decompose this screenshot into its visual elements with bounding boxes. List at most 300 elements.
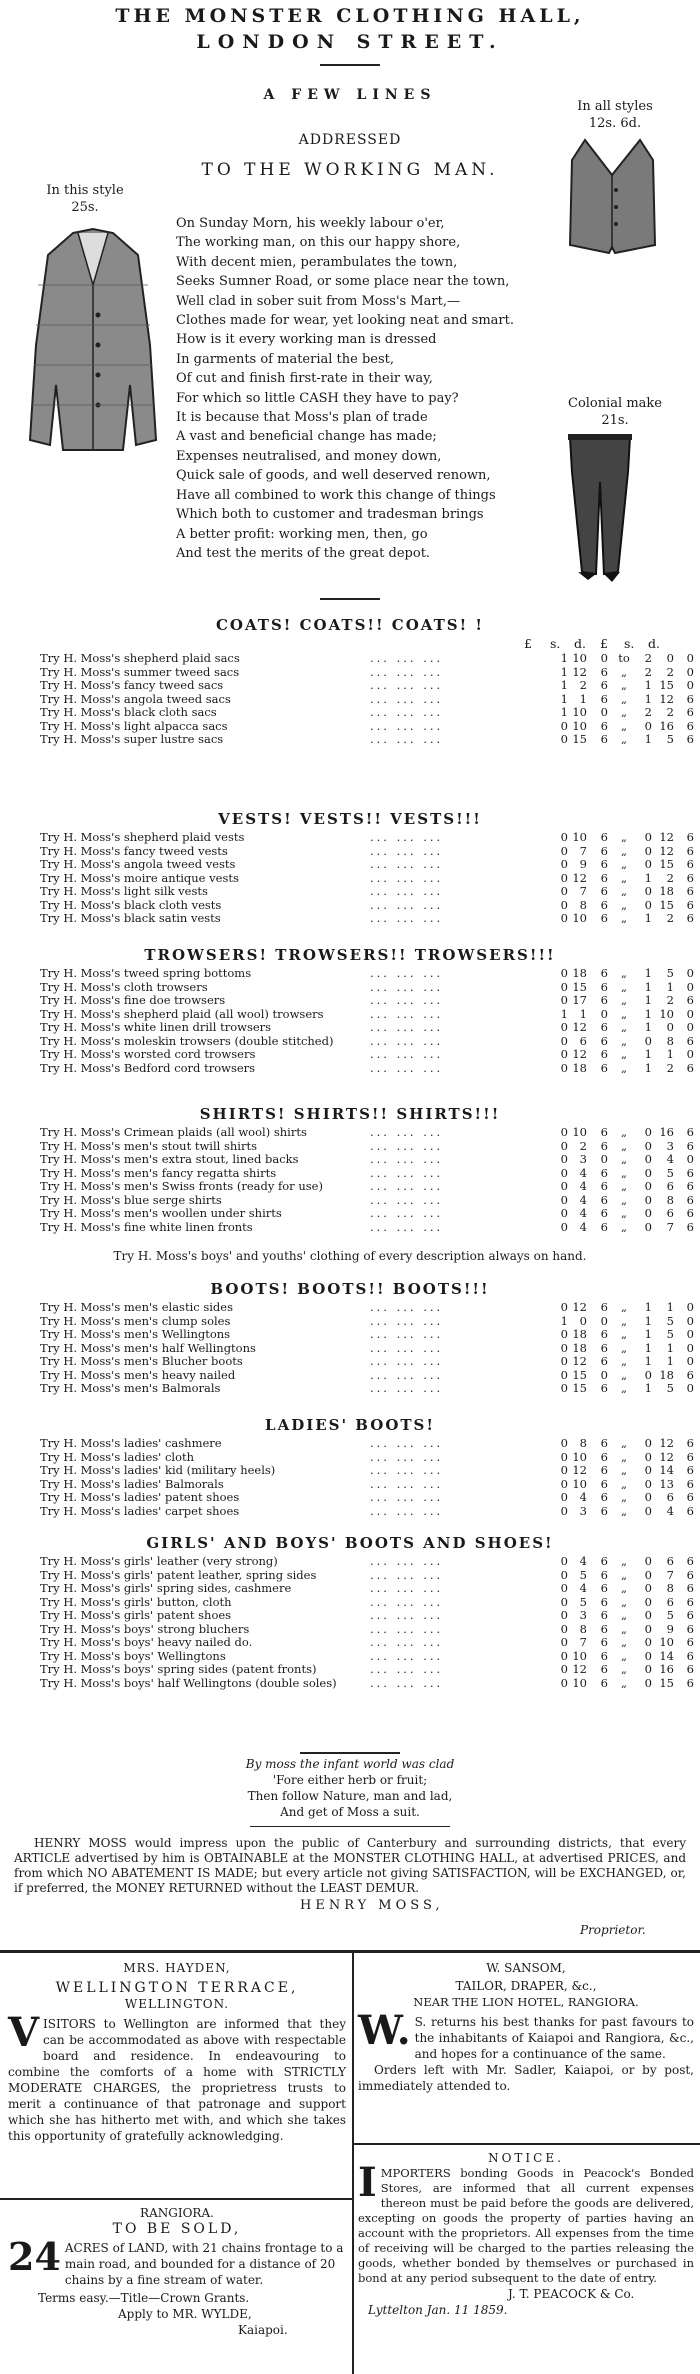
price-to-pounds: 0	[644, 1179, 652, 1193]
price-to-pence: 0	[686, 678, 694, 692]
price-separator: „	[621, 1138, 627, 1153]
price-separator: „	[621, 1608, 627, 1622]
coat-illustration	[18, 225, 168, 455]
item-name: Try H. Moss's boys' spring sides (patent fronts)	[40, 1662, 317, 1676]
price-row	[40, 979, 694, 994]
price-from-pence: 6	[600, 857, 608, 871]
price-to-pence: 0	[686, 979, 694, 994]
price-row	[40, 1675, 694, 1690]
price-to-pounds: 0	[644, 1125, 652, 1139]
price-from-shillings: 12	[572, 1300, 587, 1314]
section-heading: SHIRTS! SHIRTS!! SHIRTS!!!	[199, 1105, 501, 1123]
price-separator: „	[621, 1594, 627, 1609]
price-from-pence: 6	[600, 1449, 608, 1464]
price-from-pounds: 0	[560, 1060, 568, 1075]
item-name: Try H. Moss's ladies' Balmorals	[40, 1476, 224, 1491]
price-to-pence: 6	[686, 691, 694, 706]
price-row	[40, 732, 694, 746]
item-name: Try H. Moss's light alpacca sacs	[40, 718, 228, 733]
price-from-pounds: 1	[560, 664, 568, 679]
price-to-shillings: 1	[666, 1047, 674, 1061]
price-from-pence: 0	[600, 1152, 608, 1166]
pound-header-2: £	[600, 636, 608, 651]
price-from-pounds: 0	[560, 1125, 568, 1139]
leader-dots: ... ... ...	[370, 1449, 444, 1464]
drop-cap: 24	[8, 2234, 61, 2279]
price-separator: „	[621, 1567, 627, 1582]
item-name: Try H. Moss's fine doe trowsers	[40, 993, 226, 1007]
verse-line: 'Fore either herb or fruit;	[272, 1773, 428, 1787]
item-name: Try H. Moss's men's heavy nailed	[40, 1367, 236, 1382]
divider	[300, 1752, 400, 1754]
price-to-pence: 6	[686, 1581, 694, 1595]
price-separator: „	[621, 1675, 627, 1690]
price-from-shillings: 4	[579, 1219, 587, 1234]
price-to-pence: 6	[686, 1436, 694, 1450]
price-to-pence: 6	[686, 843, 694, 858]
price-to-pounds: 0	[644, 1138, 652, 1153]
price-to-pence: 0	[686, 651, 694, 665]
leader-dots: ... ... ...	[370, 1648, 444, 1663]
price-to-pounds: 2	[644, 705, 652, 719]
price-from-pounds: 1	[560, 691, 568, 706]
poem	[176, 214, 526, 563]
price-from-shillings: 3	[579, 1152, 587, 1166]
price-to-shillings: 10	[659, 1635, 674, 1649]
price-to-pence: 6	[686, 911, 694, 925]
poem-line: For which so little CASH they have to pay?	[176, 390, 459, 406]
price-from-shillings: 3	[579, 1608, 587, 1622]
price-to-shillings: 15	[659, 1675, 674, 1690]
price-to-shillings: 12	[659, 843, 674, 858]
item-name: Try H. Moss's black cloth sacs	[40, 705, 217, 719]
price-to-pence: 0	[686, 1327, 694, 1341]
price-from-pounds: 0	[560, 1047, 568, 1061]
price-row	[40, 1125, 694, 1139]
price-from-pence: 6	[600, 1608, 608, 1622]
leader-dots: ... ... ...	[370, 966, 444, 980]
price-to-pence: 6	[686, 857, 694, 871]
price-from-pounds: 1	[560, 1313, 568, 1328]
price-from-shillings: 12	[572, 1463, 587, 1477]
price-from-pounds: 0	[560, 966, 568, 980]
price-to-pence: 6	[686, 1476, 694, 1491]
price-to-shillings: 8	[666, 1033, 674, 1048]
leader-dots: ... ... ...	[370, 1476, 444, 1491]
section-heading: BOOTS! BOOTS!! BOOTS!!!	[210, 1280, 490, 1298]
price-to-pounds: 0	[644, 1594, 652, 1609]
price-to-pence: 6	[686, 1033, 694, 1048]
price-from-pounds: 0	[560, 1381, 568, 1395]
item-name: Try H. Moss's white linen drill trowsers	[40, 1020, 272, 1034]
hayden-name: MRS. HAYDEN,	[123, 1961, 231, 1975]
price-row	[40, 664, 694, 679]
leader-dots: ... ... ...	[370, 1340, 444, 1355]
item-name: Try H. Moss's blue serge shirts	[40, 1192, 222, 1207]
poem-line: In garments of material the best,	[176, 351, 394, 367]
poem-line: Seeks Sumner Road, or some place near the town,	[176, 274, 510, 290]
price-from-pence: 6	[600, 678, 608, 692]
leader-dots: ... ... ...	[370, 664, 444, 679]
price-to-pounds: 1	[644, 732, 652, 746]
price-from-pence: 6	[600, 718, 608, 733]
item-name: Try H. Moss's girls' patent shoes	[40, 1608, 232, 1622]
price-from-pence: 6	[600, 1165, 608, 1180]
price-to-pounds: 1	[644, 979, 652, 994]
item-name: Try H. Moss's shepherd plaid vests	[40, 830, 245, 844]
item-name: Try H. Moss's fine white linen fronts	[40, 1219, 253, 1234]
price-from-pence: 6	[600, 1060, 608, 1075]
item-name: Try H. Moss's ladies' patent shoes	[40, 1490, 240, 1504]
price-separator: „	[621, 1047, 627, 1061]
section-heading: COATS! COATS!! COATS! !	[215, 616, 485, 634]
pound-header: £	[524, 636, 532, 651]
price-from-pence: 6	[600, 1635, 608, 1649]
land-ad	[8, 2205, 346, 2338]
price-to-shillings: 15	[659, 857, 674, 871]
divider	[320, 598, 380, 600]
price-to-pounds: 0	[644, 1567, 652, 1582]
price-to-pounds: 0	[644, 1449, 652, 1464]
price-from-shillings: 4	[579, 1581, 587, 1595]
poem-line: Clothes made for wear, yet looking neat and smart.	[176, 313, 514, 329]
price-from-shillings: 8	[579, 897, 587, 912]
leader-dots: ... ... ...	[370, 1006, 444, 1021]
price-to-pounds: 1	[644, 1060, 652, 1075]
price-from-pence: 6	[600, 1581, 608, 1595]
price-to-pence: 6	[686, 870, 694, 885]
price-row	[40, 1662, 694, 1676]
poem-line: Have all combined to work this change of things	[176, 487, 496, 503]
price-from-shillings: 10	[572, 1476, 587, 1491]
item-name: Try H. Moss's cloth trowsers	[40, 979, 208, 994]
divider	[250, 1826, 450, 1827]
item-name: Try H. Moss's super lustre sacs	[40, 732, 224, 746]
price-to-pence: 6	[686, 1662, 694, 1676]
sansom-body: S. returns his best thanks for past favours to the inhabitants of Kaiapoi and Rangiora, &c., and hopes for a continuance of the same.	[414, 2015, 694, 2061]
price-to-pounds: 0	[644, 1621, 652, 1636]
price-to-pounds: 1	[644, 1354, 652, 1368]
price-to-pounds: 0	[644, 1192, 652, 1207]
price-row	[40, 1179, 694, 1193]
intro-to: TO THE WORKING MAN.	[201, 160, 499, 180]
poem-line: On Sunday Morn, his weekly labour o'er,	[176, 216, 445, 231]
price-from-pounds: 0	[560, 1020, 568, 1034]
price-to-pounds: 0	[644, 1581, 652, 1595]
price-from-pounds: 0	[560, 1476, 568, 1491]
item-name: Try H. Moss's girls' patent leather, spring sides	[40, 1567, 317, 1582]
item-name: Try H. Moss's men's Balmorals	[40, 1381, 221, 1395]
price-to-shillings: 14	[659, 1463, 674, 1477]
price-to-pence: 6	[686, 1449, 694, 1464]
poem-line: The working man, on this our happy shore,	[176, 235, 461, 251]
leader-dots: ... ... ...	[370, 979, 444, 994]
price-from-pence: 6	[600, 1436, 608, 1450]
verse-line: And get of Moss a suit.	[280, 1805, 420, 1819]
leader-dots: ... ... ...	[370, 732, 444, 746]
caption-left-style: In this style	[46, 183, 124, 198]
leader-dots: ... ... ...	[370, 884, 444, 898]
price-to-shillings: 2	[666, 664, 674, 679]
price-separator: „	[621, 691, 627, 706]
price-separator: „	[621, 911, 627, 925]
price-separator: „	[621, 870, 627, 885]
poem-line: And test the merits of the great depot.	[176, 545, 431, 561]
item-name: Try H. Moss's moleskin trowsers (double stitched)	[40, 1033, 334, 1048]
price-to-shillings: 12	[659, 1449, 674, 1464]
leader-dots: ... ... ...	[370, 678, 444, 692]
price-separator: „	[621, 1581, 627, 1595]
item-name: Try H. Moss's men's stout twill shirts	[40, 1138, 258, 1153]
price-to-shillings: 0	[666, 1020, 674, 1034]
price-from-shillings: 12	[572, 1354, 587, 1368]
price-to-pounds: 2	[644, 651, 652, 665]
leader-dots: ... ... ...	[370, 1503, 444, 1518]
price-row	[40, 1381, 694, 1395]
price-from-pounds: 0	[560, 1463, 568, 1477]
price-to-pence: 6	[686, 1621, 694, 1636]
price-to-pounds: 1	[644, 678, 652, 692]
price-row	[40, 1581, 694, 1595]
sansom-place: NEAR THE LION HOTEL, RANGIORA.	[413, 1995, 639, 2009]
price-row	[40, 1219, 694, 1234]
price-to-shillings: 13	[659, 1476, 674, 1491]
price-from-pounds: 0	[560, 857, 568, 871]
price-from-pence: 6	[600, 1463, 608, 1477]
price-from-pounds: 0	[560, 830, 568, 844]
price-row	[40, 1608, 694, 1622]
price-to-shillings: 5	[666, 1381, 674, 1395]
land-town: RANGIORA.	[140, 2206, 214, 2220]
price-row	[40, 857, 694, 871]
price-to-pence: 6	[686, 1675, 694, 1690]
price-separator: „	[621, 1020, 627, 1034]
price-separator: „	[621, 1476, 627, 1491]
price-to-pence: 0	[686, 966, 694, 980]
price-from-shillings: 3	[579, 1503, 587, 1518]
price-separator: „	[621, 1381, 627, 1395]
leader-dots: ... ... ...	[370, 1635, 444, 1649]
leader-dots: ... ... ...	[370, 1138, 444, 1153]
price-separator: „	[621, 1354, 627, 1368]
price-to-pence: 6	[686, 705, 694, 719]
price-row	[40, 1635, 694, 1649]
price-to-pence: 6	[686, 1463, 694, 1477]
price-from-shillings: 18	[572, 1327, 587, 1341]
price-row	[40, 1490, 694, 1504]
leader-dots: ... ... ...	[370, 1300, 444, 1314]
price-from-pence: 6	[600, 1621, 608, 1636]
price-to-pence: 6	[686, 732, 694, 746]
moss-notice: HENRY MOSS would impress upon the public of Canterbury and surrounding districts, that every ARTICLE advertised by him is OBTAINABLE at the MONSTER CLOTHING HALL, at advertised PRICES, and from which NO ABATEMENT IS MADE; but every article not giving SATISFACTION, will be EXCHANGED, or, if preferred, the MONEY RETURNED without the LEAST DEMUR.	[14, 1836, 686, 1895]
price-to-shillings: 5	[666, 966, 674, 980]
caption-left	[30, 182, 140, 216]
price-row	[40, 1567, 694, 1582]
price-to-shillings: 2	[666, 911, 674, 925]
price-from-shillings: 12	[572, 664, 587, 679]
price-to-pence: 6	[686, 1138, 694, 1153]
price-to-pence: 0	[686, 1047, 694, 1061]
price-from-pounds: 0	[560, 843, 568, 858]
price-row	[40, 1165, 694, 1180]
price-separator: „	[621, 1662, 627, 1676]
price-to-pence: 0	[686, 1381, 694, 1395]
price-from-shillings: 17	[572, 993, 587, 1007]
intro-addressed: ADDRESSED	[298, 132, 402, 148]
leader-dots: ... ... ...	[370, 1436, 444, 1450]
leader-dots: ... ... ...	[370, 1581, 444, 1595]
leader-dots: ... ... ...	[370, 705, 444, 719]
price-to-pounds: 1	[644, 1300, 652, 1314]
price-to-shillings: 7	[666, 1219, 674, 1234]
caption-right-style: In all styles	[577, 99, 653, 114]
price-to-pounds: 1	[644, 1313, 652, 1328]
item-name: Try H. Moss's shepherd plaid (all wool) trowsers	[40, 1006, 324, 1021]
price-row	[40, 1192, 694, 1207]
price-from-shillings: 8	[579, 1621, 587, 1636]
price-from-pence: 6	[600, 732, 608, 746]
poem-line: How is it every working man is dressed	[176, 332, 437, 348]
price-to-shillings: 6	[666, 1490, 674, 1504]
price-from-pounds: 0	[560, 993, 568, 1007]
caption-colonial-make: Colonial make	[568, 396, 662, 411]
poem-line: Quick sale of goods, and well deserved renown,	[176, 468, 491, 484]
item-name: Try H. Moss's worsted cord trowsers	[40, 1047, 256, 1061]
leader-dots: ... ... ...	[370, 1206, 444, 1220]
proprietor: Proprietor.	[580, 1923, 646, 1937]
price-row	[40, 1354, 694, 1368]
boys-clothing-note: Try H. Moss's boys' and youths' clothing of every description always on hand.	[113, 1249, 587, 1263]
price-separator: „	[621, 857, 627, 871]
price-from-pounds: 0	[560, 1300, 568, 1314]
price-to-pounds: 1	[644, 1020, 652, 1034]
leader-dots: ... ... ...	[370, 1354, 444, 1368]
price-from-pence: 6	[600, 1020, 608, 1034]
price-separator: „	[621, 664, 627, 679]
poem-line: A better profit: working men, then, go	[176, 526, 428, 542]
price-to-pence: 0	[686, 1313, 694, 1328]
drop-cap: V	[8, 2009, 40, 2056]
sansom-ad	[358, 1960, 694, 2094]
price-from-pounds: 0	[560, 1206, 568, 1220]
leader-dots: ... ... ...	[370, 1047, 444, 1061]
price-to-pence: 6	[686, 1594, 694, 1609]
poem-line: Which both to customer and tradesman brings	[176, 507, 484, 523]
price-from-pence: 6	[600, 1503, 608, 1518]
price-to-pence: 6	[686, 718, 694, 733]
item-name: Try H. Moss's ladies' cloth	[40, 1449, 195, 1464]
vest-illustration	[565, 135, 660, 255]
price-from-pence: 6	[600, 691, 608, 706]
price-row	[40, 830, 694, 844]
price-from-shillings: 10	[572, 718, 587, 733]
price-to-shillings: 2	[666, 870, 674, 885]
price-from-pence: 0	[600, 1006, 608, 1021]
price-to-pounds: 1	[644, 1006, 652, 1021]
leader-dots: ... ... ...	[370, 993, 444, 1007]
price-row	[40, 1047, 694, 1061]
masthead-title: THE MONSTER CLOTHING HALL,	[115, 5, 585, 27]
price-from-shillings: 1	[579, 1006, 587, 1021]
price-from-pence: 0	[600, 651, 608, 665]
price-row	[40, 678, 694, 692]
price-row	[40, 966, 694, 980]
intro-heading: A FEW LINES	[263, 87, 437, 103]
leader-dots: ... ... ...	[370, 1313, 444, 1328]
price-separator: „	[621, 1152, 627, 1166]
leader-dots: ... ... ...	[370, 651, 444, 665]
price-from-pence: 6	[600, 1567, 608, 1582]
price-from-pence: 6	[600, 1648, 608, 1663]
price-from-pounds: 1	[560, 705, 568, 719]
price-row	[40, 884, 694, 898]
importers-title: NOTICE.	[488, 2151, 564, 2165]
price-separator: „	[621, 1340, 627, 1355]
price-separator: „	[621, 1490, 627, 1504]
price-to-pounds: 1	[644, 911, 652, 925]
price-to-pounds: 1	[644, 1340, 652, 1355]
price-separator: „	[621, 1060, 627, 1075]
drop-cap: I	[358, 2159, 377, 2206]
price-from-pence: 0	[600, 705, 608, 719]
price-from-pence: 6	[600, 1300, 608, 1314]
price-to-pence: 6	[686, 1060, 694, 1075]
price-to-shillings: 5	[666, 1165, 674, 1180]
price-to-shillings: 8	[666, 1192, 674, 1207]
price-to-pounds: 1	[644, 966, 652, 980]
price-separator: „	[621, 1367, 627, 1382]
price-from-pence: 6	[600, 979, 608, 994]
price-to-pence: 0	[686, 664, 694, 679]
price-from-pounds: 0	[560, 1033, 568, 1048]
price-from-shillings: 12	[572, 1047, 587, 1061]
price-to-pounds: 0	[644, 1662, 652, 1676]
price-to-shillings: 10	[659, 1006, 674, 1021]
price-to-shillings: 5	[666, 732, 674, 746]
price-row	[40, 1367, 694, 1382]
leader-dots: ... ... ...	[370, 1594, 444, 1609]
price-separator: „	[621, 830, 627, 844]
leader-dots: ... ... ...	[370, 1327, 444, 1341]
price-to-pence: 0	[686, 1006, 694, 1021]
price-row	[40, 870, 694, 885]
price-separator: „	[621, 843, 627, 858]
verse-line: By moss the infant world was clad	[245, 1757, 455, 1771]
price-to-pounds: 1	[644, 1381, 652, 1395]
price-separator: „	[621, 1125, 627, 1139]
price-from-shillings: 18	[572, 1060, 587, 1075]
item-name: Try H. Moss's summer tweed sacs	[40, 664, 240, 679]
item-name: Try H. Moss's boys' Wellingtons	[40, 1648, 226, 1663]
price-to-shillings: 6	[666, 1179, 674, 1193]
price-from-pence: 6	[600, 897, 608, 912]
price-to-shillings: 15	[659, 897, 674, 912]
item-name: Try H. Moss's men's fancy regatta shirts	[40, 1165, 277, 1180]
price-to-pence: 6	[686, 1554, 694, 1568]
price-separator: „	[621, 1327, 627, 1341]
leader-dots: ... ... ...	[370, 1675, 444, 1690]
price-to-shillings: 9	[666, 1621, 674, 1636]
item-name: Try H. Moss's black satin vests	[40, 911, 221, 925]
price-from-pence: 6	[600, 1219, 608, 1234]
price-to-pounds: 1	[644, 691, 652, 706]
price-to-shillings: 12	[659, 830, 674, 844]
price-row	[40, 1648, 694, 1663]
price-from-shillings: 12	[572, 1662, 587, 1676]
price-row	[40, 1033, 694, 1048]
price-separator: „	[621, 897, 627, 912]
price-to-pounds: 0	[644, 1490, 652, 1504]
